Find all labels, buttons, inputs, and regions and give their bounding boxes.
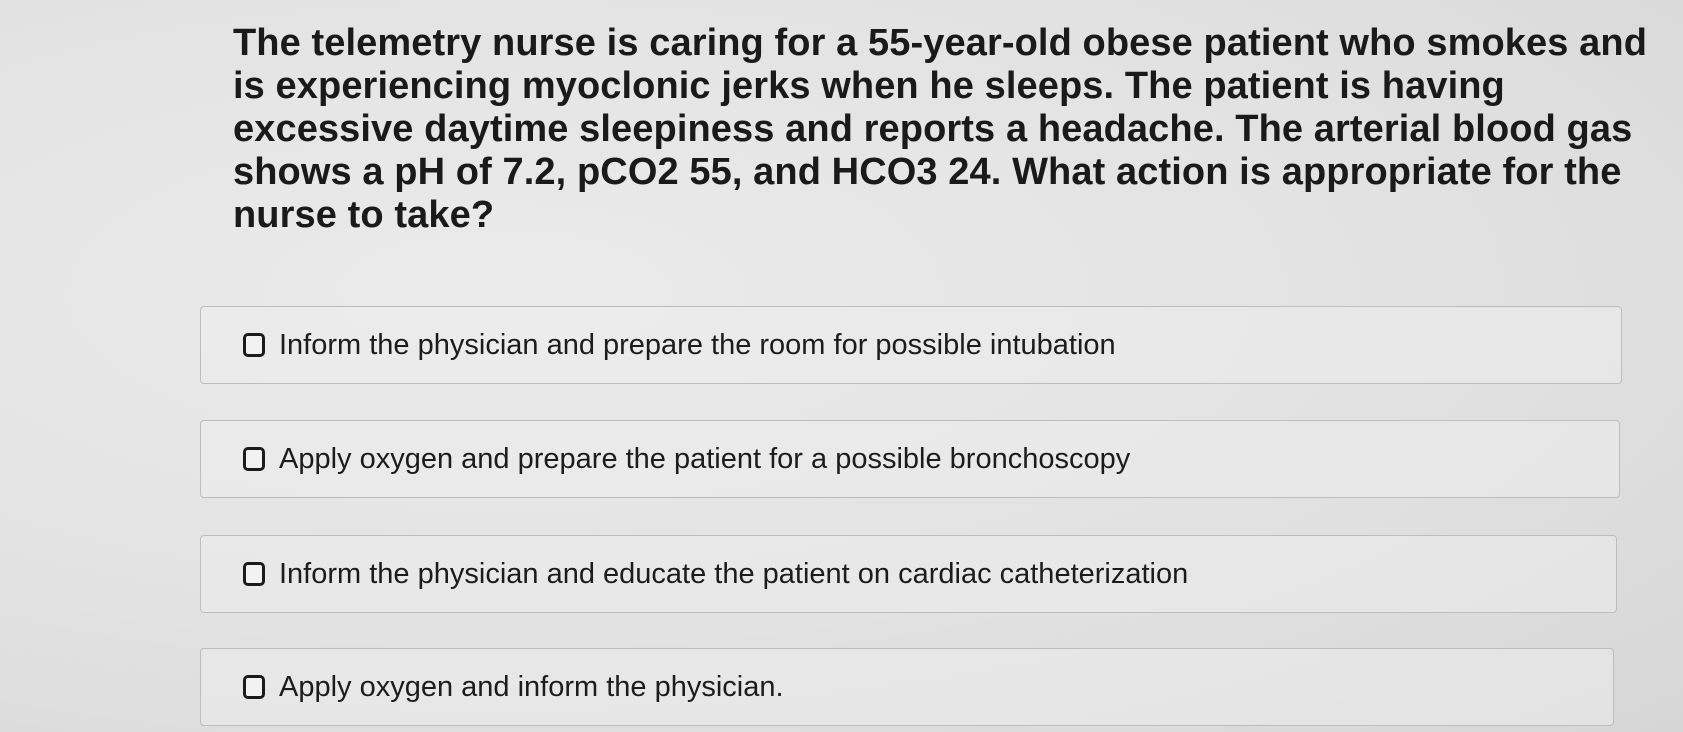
answer-option-3[interactable] bbox=[200, 535, 1617, 613]
answer-option-label: Apply oxygen and inform the physician. bbox=[279, 671, 784, 703]
answer-option-label: Inform the physician and prepare the room for possible intubation bbox=[279, 329, 1116, 361]
radio-button-icon[interactable] bbox=[243, 333, 265, 357]
answer-option-label: Inform the physician and educate the patient on cardiac catheterization bbox=[279, 558, 1189, 590]
radio-button-icon[interactable] bbox=[243, 447, 265, 471]
question-text: The telemetry nurse is caring for a 55-year-old obese patient who smokes and is experiencing myoclonic jerks when he sleeps. The patient is having excessive daytime sleepiness and reports a headache. The arterial blood gas shows a pH of 7.2, pCO2 55, and HCO3 24. What action is appropriate for the nurse to take? bbox=[233, 22, 1648, 236]
radio-button-icon[interactable] bbox=[243, 562, 265, 586]
radio-button-icon[interactable] bbox=[243, 675, 265, 699]
answer-option-4[interactable] bbox=[200, 648, 1614, 726]
answer-option-label: Apply oxygen and prepare the patient for a possible bronchoscopy bbox=[279, 443, 1131, 475]
answer-option-2[interactable] bbox=[200, 420, 1620, 498]
answer-option-1[interactable] bbox=[200, 306, 1622, 384]
